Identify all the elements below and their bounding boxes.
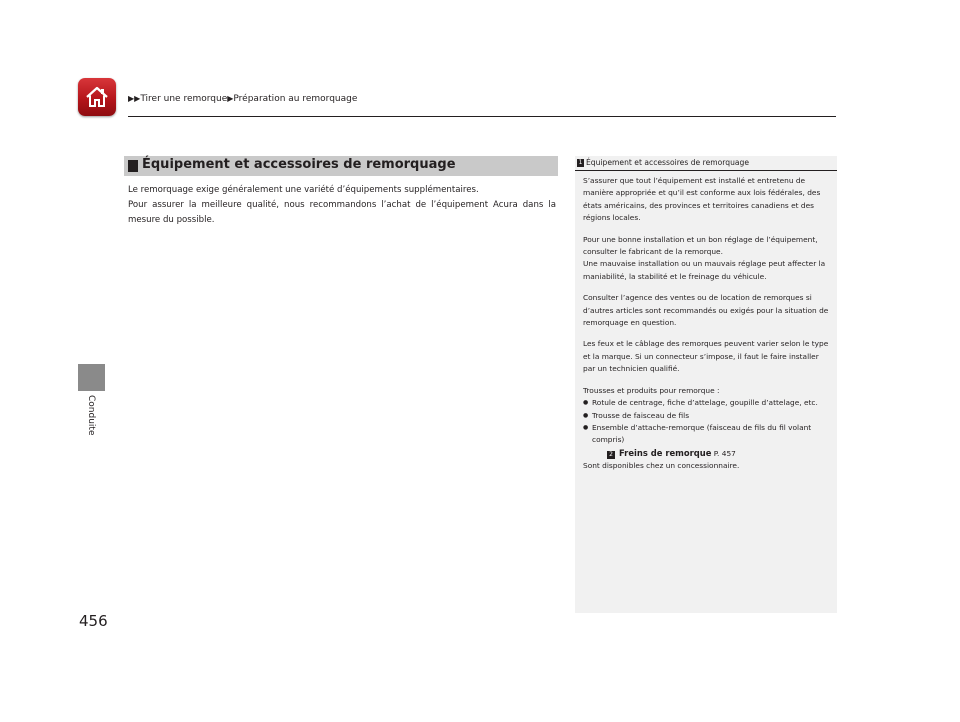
- body-line: Pour assurer la meilleure qualité, nous recommandons l’achat de l’équipement Acura dans la: [128, 200, 556, 210]
- xref-title: Freins de remorque: [619, 447, 712, 458]
- section-heading: [124, 156, 558, 176]
- sidebar-closing: Sont disponibles chez un concessionnaire.: [583, 461, 740, 471]
- header-rule: [128, 116, 836, 117]
- breadcrumb-item[interactable]: Tirer une remorque: [140, 94, 228, 104]
- list-item: ● Trousse de faisceau de fils: [583, 410, 833, 422]
- body-line: mesure du possible.: [128, 215, 215, 225]
- note-number: 1: [578, 159, 583, 166]
- list-item: ● Ensemble d’attache-remorque (faisceau de fils du fil volant compris): [583, 422, 833, 447]
- chapter-label: Conduite: [86, 395, 96, 436]
- home-icon: [83, 83, 111, 111]
- sidebar-title: Équipement et accessoires de remorquage: [586, 158, 750, 167]
- sidebar-note: [575, 156, 837, 613]
- body-line: Le remorquage exige généralement une variété d’équipements supplémentaires.: [128, 185, 479, 195]
- kits-list: [583, 397, 833, 447]
- breadcrumb: [128, 94, 357, 104]
- breadcrumb-arrow-icon: ▶: [227, 94, 234, 103]
- sidebar-paragraph: [583, 234, 833, 284]
- breadcrumb-item[interactable]: Préparation au remorquage: [233, 94, 358, 104]
- arrow-icon: 2: [607, 451, 615, 459]
- sidebar-content: [583, 175, 833, 473]
- sidebar-rule: [575, 170, 837, 171]
- home-button[interactable]: [78, 78, 116, 116]
- breadcrumb-arrow-icon: ▶▶: [128, 94, 141, 103]
- section-body: [128, 183, 556, 228]
- sidebar-heading: [577, 158, 835, 167]
- chapter-tab[interactable]: [78, 364, 105, 391]
- page-number: 456: [79, 612, 108, 630]
- list-item: ● Rotule de centrage, fiche d’attelage, goupille d’attelage, etc.: [583, 397, 833, 409]
- section-marker-icon: [128, 160, 138, 172]
- sidebar-paragraph: Les feux et le câblage des remorques peuvent varier selon le type et la marque. Si un connecteur s’impose, il faut le faire installer par un technicien qualifié.: [583, 339, 829, 374]
- sidebar-paragraph: S’assurer que tout l’équipement est installé et entretenu de manière appropriée et qu’il est conforme aux lois fédérales, des états américains, des provinces et territoires canadiens et des régions locales.: [583, 176, 821, 223]
- xref-page: P. 457: [713, 448, 736, 458]
- sidebar-text: Une mauvaise installation ou un mauvais réglage peut affecter la maniabilité, la stabilité et le freinage du véhicule.: [583, 259, 826, 281]
- sidebar-paragraph: Consulter l’agence des ventes ou de location de remorques si d’autres articles sont recommandés ou exigés pour la situation de remorquage en question.: [583, 293, 829, 328]
- section-title: Équipement et accessoires de remorquage: [142, 157, 456, 172]
- cross-reference-link[interactable]: [583, 447, 833, 460]
- sidebar-text: Pour une bonne installation et un bon réglage de l’équipement, consulter le fabricant de la remorque.: [583, 234, 818, 257]
- kits-intro: Trousses et produits pour remorque :: [583, 385, 720, 395]
